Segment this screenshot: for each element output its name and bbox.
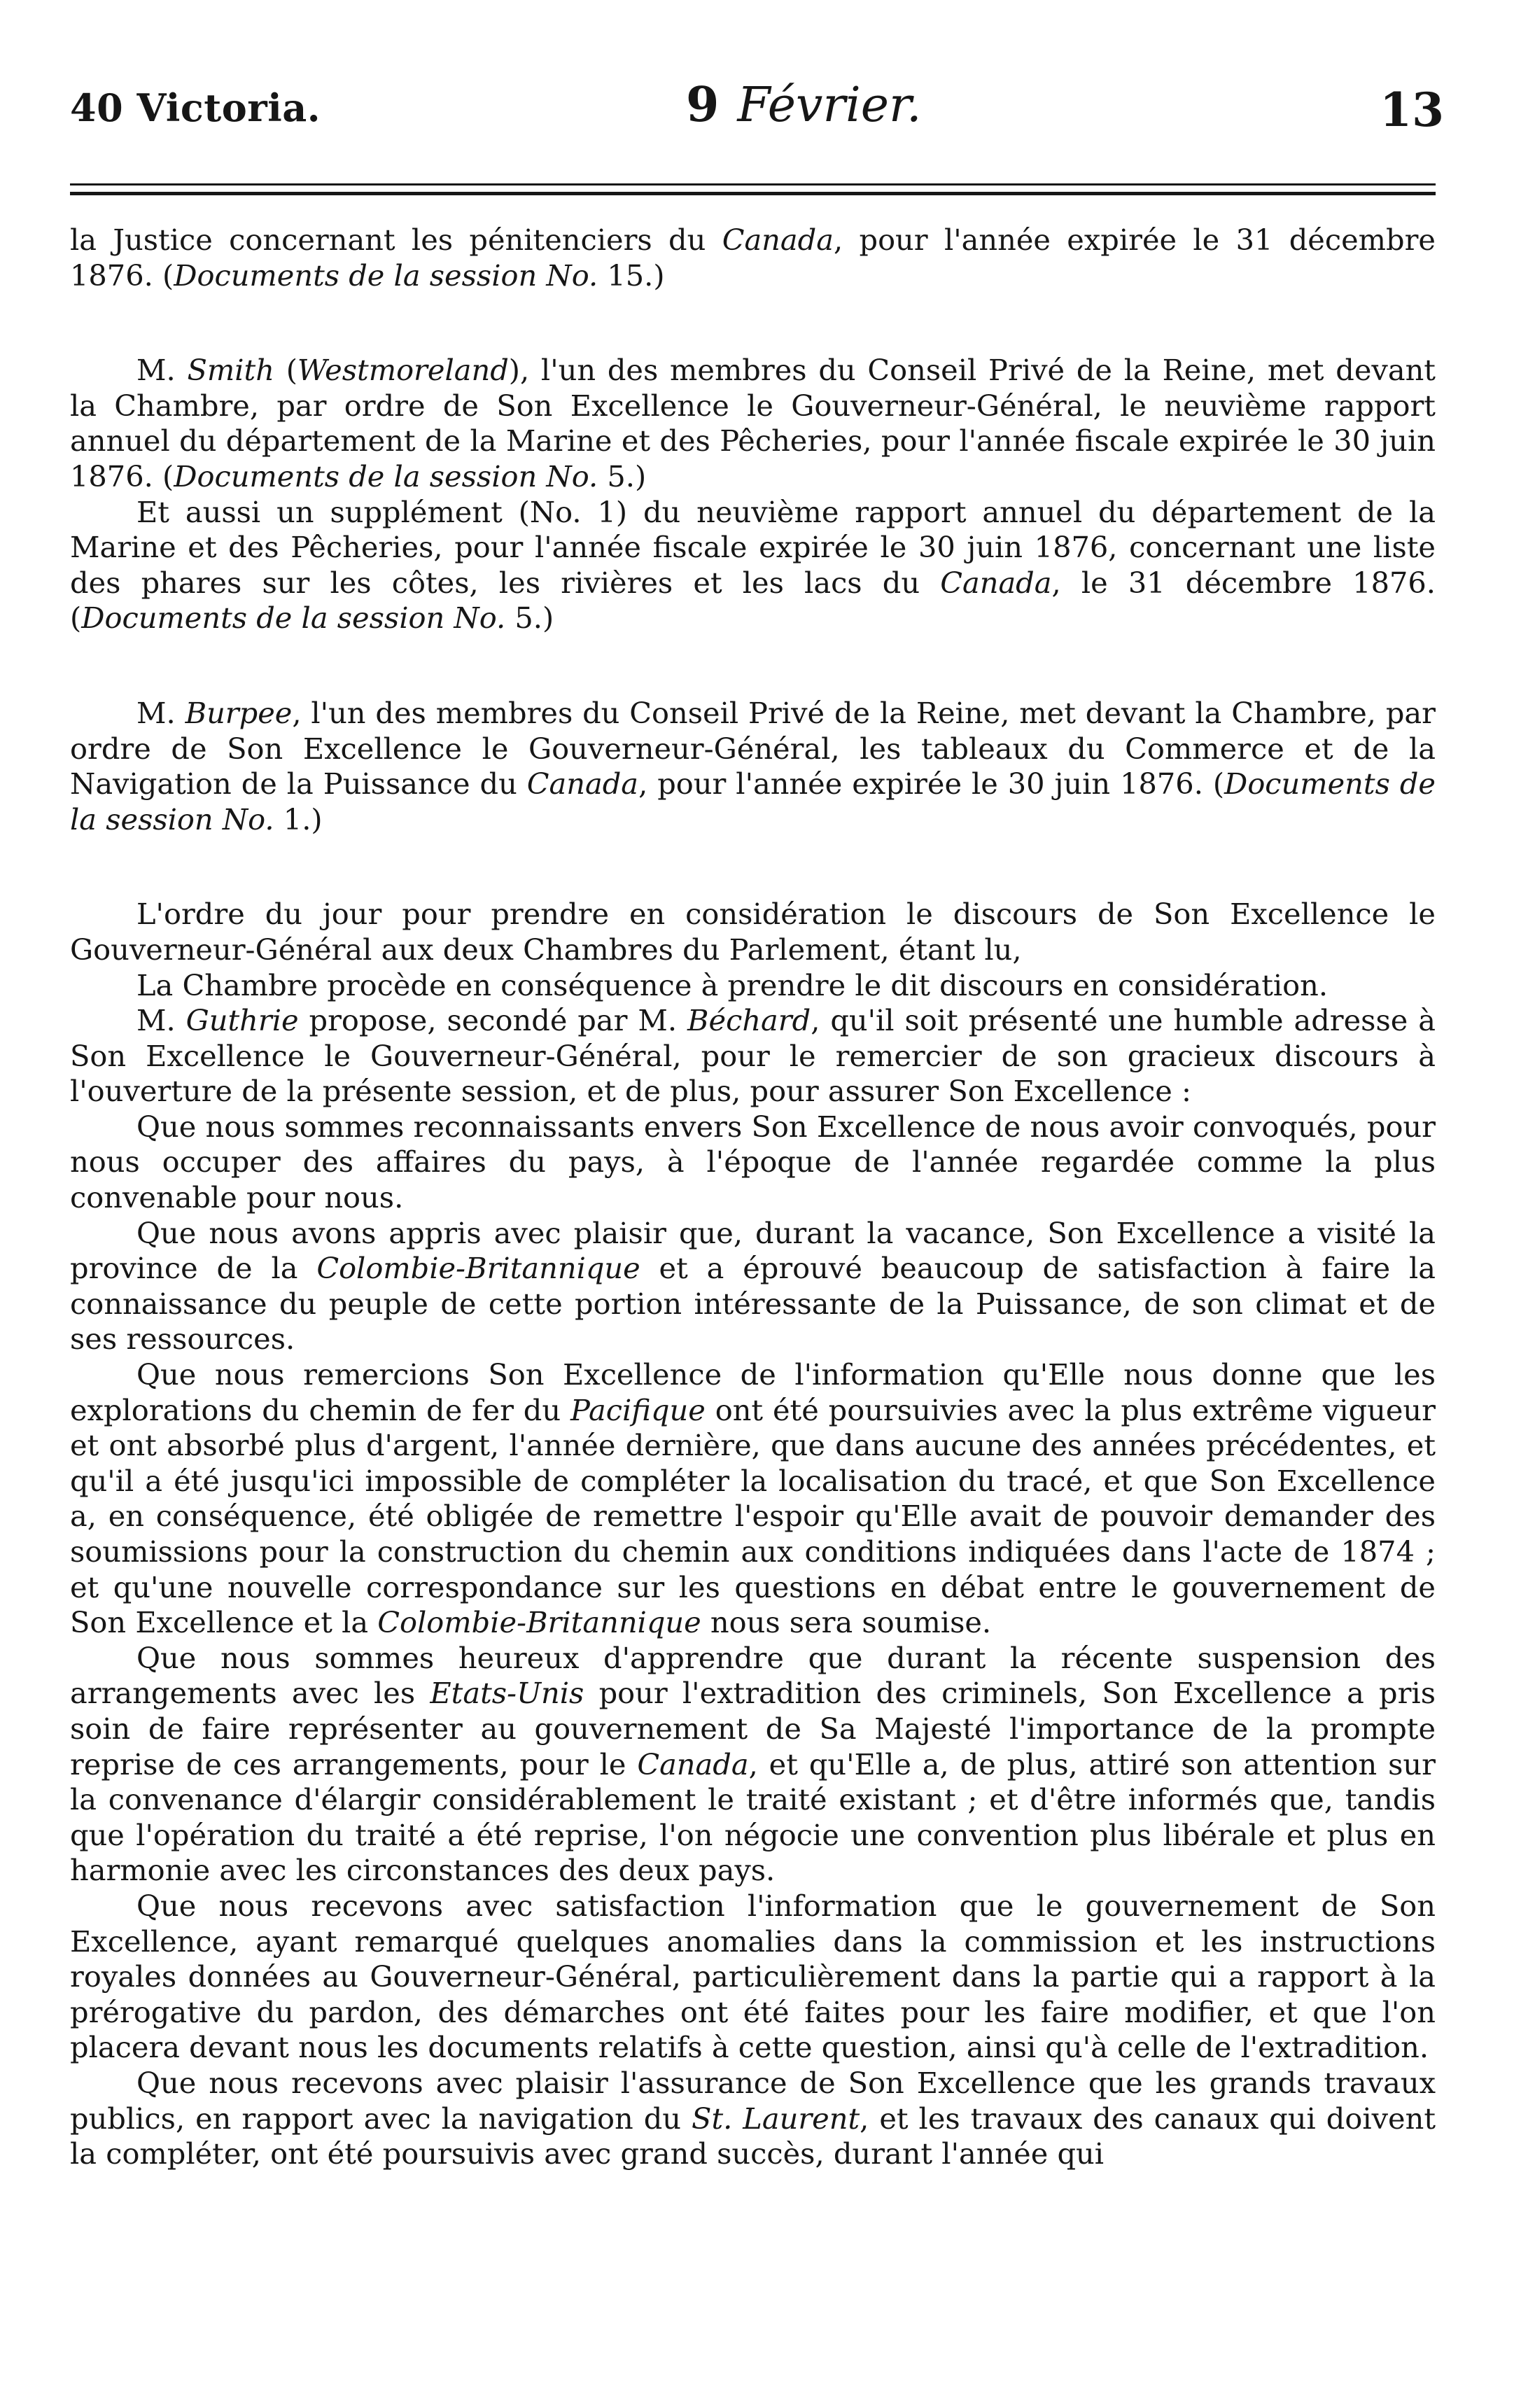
paragraph	[70, 1216, 1436, 1357]
header-rule-thick	[70, 192, 1436, 195]
text-run: Que nous avons appris avec plaisir que, durant la vacance, Son Excellence a visité la province de la	[70, 1215, 1436, 1286]
italic-run: Burpee	[185, 695, 293, 730]
text-run: (	[274, 353, 297, 388]
italic-run: Documents de la session No.	[174, 258, 598, 293]
italic-run: Pacifique	[570, 1392, 706, 1427]
text-run: , et les travaux des canaux qui doivent la compléter, ont été poursuivis avec grand succès, durant l'année qui	[70, 2101, 1436, 2171]
text-run: M.	[136, 695, 185, 730]
text-run: L'ordre du jour pour prendre en considération le discours de Son Excellence le Gouverneur-Général aux deux Chambres du Parlement, étant lu,	[70, 897, 1436, 967]
italic-run: Canada	[940, 565, 1052, 600]
italic-run: St. Laurent	[692, 2101, 860, 2136]
italic-run: Documents de la session No.	[174, 458, 598, 493]
text-run: , le 31 décembre 1876. (	[70, 565, 1436, 636]
paragraph	[70, 223, 1436, 293]
paragraph	[70, 1357, 1436, 1641]
paragraph	[70, 353, 1436, 494]
text-run: 5.)	[598, 458, 647, 493]
paragraph	[70, 1641, 1436, 1889]
text-run: nous sera soumise.	[701, 1605, 992, 1640]
paragraph	[70, 495, 1436, 636]
page-header	[70, 77, 1444, 140]
text-run: Que nous sommes heureux d'apprendre que durant la récente suspension des arrangements avec les	[70, 1640, 1436, 1711]
italic-run: Documents de la session No.	[70, 766, 1436, 836]
paragraph	[70, 696, 1436, 837]
italic-run: Béchard	[687, 1003, 811, 1038]
text-run: M.	[136, 353, 188, 388]
text-run: , pour l'année expirée le 31 décembre 1876. (	[70, 223, 1436, 293]
text-run: Et aussi un supplément (No. 1) du neuvième rapport annuel du département de la Marine et des Pêcheries, pour l'année fiscale expirée le 30 juin 1876, concernant une liste des phares sur les côtes, les rivières et les lacs du	[70, 494, 1436, 600]
text-run: ont été poursuivies avec la plus extrême vigueur et ont absorbé plus d'argent, l'année dernière, que dans aucune des années précédentes, et qu'il a été jusqu'ici impossible de compléter la localisation du tracé, et que Son Excellence a, en conséquence, été obligée de remettre l'espoir qu'Elle avait de pouvoir demander des soumissions pour la construction du chemin aux conditions indiquées dans l'acte de 1874 ; et qu'une nouvelle correspondance sur les questions en débat entre le gouvernement de Son Excellence et la	[70, 1392, 1436, 1640]
text-run: , qu'il soit présenté une humble adresse à Son Excellence le Gouverneur-Général, pour le remercier de son gracieux discours à l'ouverture de la présente session, et de plus, pour assurer Son Excellence :	[70, 1003, 1436, 1109]
body-text	[70, 223, 1436, 2172]
text-run: M.	[136, 1003, 186, 1038]
paragraph	[70, 2066, 1436, 2172]
italic-run: Canada	[722, 223, 834, 257]
italic-run: Canada	[637, 1746, 749, 1782]
italic-run: Etats-Unis	[430, 1676, 584, 1711]
text-run: 5.)	[505, 601, 554, 636]
session-label: 40 Victoria.	[70, 85, 321, 130]
paragraph	[70, 1110, 1436, 1216]
text-run: la Justice concernant les pénitenciers du	[70, 223, 722, 257]
text-run: pour l'extradition des criminels, Son Excellence a pris soin de faire représenter au gouvernement de Sa Majesté l'importance de la prompte reprise de ces arrangements, pour le	[70, 1676, 1436, 1782]
text-run: , et qu'Elle a, de plus, attiré son attention sur la convenance d'élargir considérablement le traité existant ; et d'être informés que, tandis que l'opération du traité a été reprise, l'on négocie une convention plus libérale et plus en harmonie avec les circonstances des deux pays.	[70, 1746, 1436, 1888]
paragraph	[70, 1889, 1436, 2066]
paragraph	[70, 968, 1436, 1004]
text-run: Que nous recevons avec plaisir l'assurance de Son Excellence que les grands travaux publics, en rapport avec la navigation du	[70, 2065, 1436, 2136]
text-run: et a éprouvé beaucoup de satisfaction à faire la connaissance du peuple de cette portion intéressante de la Puissance, de son climat et de ses ressources.	[70, 1251, 1436, 1357]
text-run: La Chambre procède en conséquence à prendre le dit discours en considération.	[136, 967, 1329, 1002]
text-run: Que nous sommes reconnaissants envers Son Excellence de nous avoir convoqués, pour nous occuper des affaires du pays, à l'époque de l'année regardée comme la plus convenable pour nous.	[70, 1109, 1436, 1215]
text-run: Que nous remercions Son Excellence de l'information qu'Elle nous donne que les explorations du chemin de fer du	[70, 1357, 1436, 1427]
text-run: propose, secondé par M.	[298, 1003, 688, 1038]
italic-run: Guthrie	[185, 1003, 299, 1038]
date-day: 9	[686, 77, 720, 133]
text-run: 15.)	[598, 258, 665, 293]
text-run: , l'un des membres du Conseil Privé de la Reine, met devant la Chambre, par ordre de Son Excellence le Gouverneur-Général, les tableaux du Commerce et de la Navigation de la Puissance du	[70, 695, 1436, 802]
header-rule-thin	[70, 183, 1436, 186]
text-run: 1.)	[274, 802, 323, 836]
italic-run: Documents de la session No.	[81, 601, 506, 636]
date-month: Février.	[737, 78, 922, 133]
paragraph	[70, 1003, 1436, 1110]
italic-run: Canada	[526, 766, 639, 802]
text-run: Que nous recevons avec satisfaction l'information que le gouvernement de Son Excellence, ayant remarqué quelques anomalies dans la commission et les instructions royales données au Gouverneur-Général, particulièrement dans la partie qui a rapport à la prérogative du pardon, des démarches ont été faites pour les faire modifier, et que l'on placera devant nous les documents relatifs à cette question, ainsi qu'à celle de l'extradition.	[70, 1888, 1436, 2065]
italic-run: Smith	[187, 353, 274, 388]
italic-run: Westmoreland	[297, 353, 509, 388]
italic-run: Colombie-Britannique	[377, 1605, 701, 1640]
paragraph	[70, 897, 1436, 967]
text-run: , pour l'année expirée le 30 juin 1876. (	[638, 766, 1225, 802]
text-run: ), l'un des membres du Conseil Privé de la Reine, met devant la Chambre, par ordre de Son Excellence le Gouverneur-Général, le neuvième rapport annuel du département de la Marine et des Pêcheries, pour l'année fiscale expirée le 30 juin 1876. (	[70, 353, 1436, 493]
page-number: 13	[1380, 83, 1444, 137]
italic-run: Colombie-Britannique	[316, 1251, 640, 1286]
date-heading	[686, 77, 922, 133]
